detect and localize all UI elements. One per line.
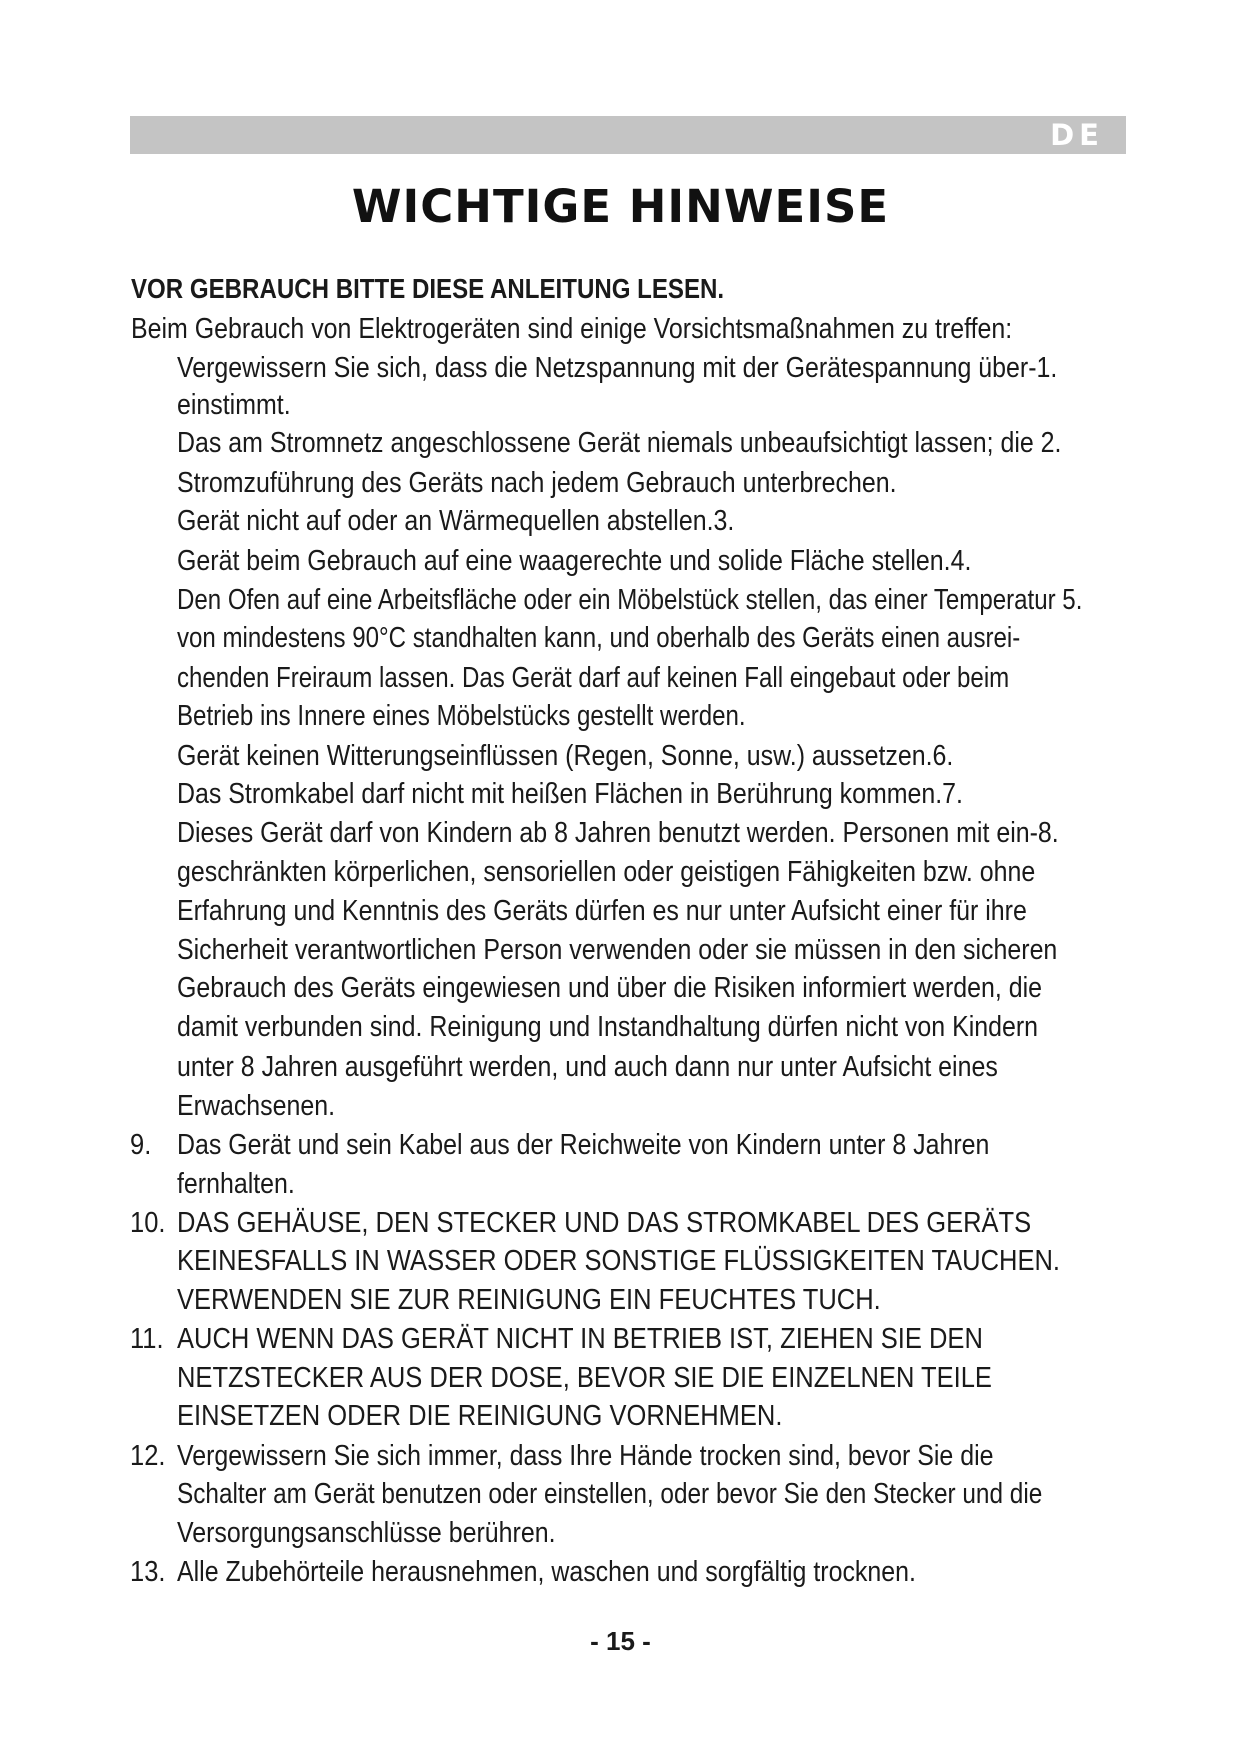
list-item-text: Vergewissern Sie sich, dass die Netzspannung mit der Gerätespannung über-1. [177, 352, 1058, 384]
list-item-text: Gerät keinen Witterungseinflüssen (Regen, Sonne, usw.) aussetzen.6. [177, 740, 954, 772]
language-header-bar [130, 116, 1126, 154]
list-item-text: von mindestens 90°C standhalten kann, und oberhalb des Geräts einen ausrei- [177, 622, 1021, 654]
list-item-number: 11. [130, 1323, 164, 1355]
list-item-number: 12. [130, 1440, 166, 1472]
list-item-text: chenden Freiraum lassen. Das Gerät darf auf keinen Fall eingebaut oder beim [177, 662, 1010, 694]
page-number: - 15 - [590, 1626, 651, 1656]
list-item-number: 10. [130, 1207, 166, 1239]
list-item-text: fernhalten. [177, 1168, 295, 1200]
list-item-text: Schalter am Gerät benutzen oder einstellen, oder bevor Sie den Stecker und die [177, 1478, 1043, 1510]
list-item-text: Dieses Gerät darf von Kindern ab 8 Jahren benutzt werden. Personen mit ein-8. [177, 817, 1059, 849]
language-label: DE [1050, 118, 1104, 152]
list-item-text: unter 8 Jahren ausgeführt werden, und auch dann nur unter Aufsicht eines [177, 1051, 998, 1083]
list-item-text: Das Stromkabel darf nicht mit heißen Flächen in Berührung kommen.7. [177, 778, 963, 810]
list-item-text: Gerät beim Gebrauch auf eine waagerechte und solide Fläche stellen.4. [177, 545, 972, 577]
list-item-text: Betrieb ins Innere eines Möbelstücks gestellt werden. [177, 700, 746, 732]
page-title: WICHTIGE HINWEISE [351, 180, 890, 233]
list-item-text: Das Gerät und sein Kabel aus der Reichweite von Kindern unter 8 Jahren [177, 1129, 990, 1161]
list-item-text: VERWENDEN SIE ZUR REINIGUNG EIN FEUCHTES TUCH. [177, 1284, 881, 1316]
list-item-text: Erwachsenen. [177, 1090, 336, 1122]
list-item-text: DAS GEHÄUSE, DEN STECKER UND DAS STROMKABEL DES GERÄTS [177, 1207, 1032, 1239]
list-item-text: damit verbunden sind. Reinigung und Instandhaltung dürfen nicht von Kindern [177, 1011, 1039, 1043]
list-item-text: Erfahrung und Kenntnis des Geräts dürfen es nur unter Aufsicht einer für ihre [177, 895, 1027, 927]
list-item-text: Alle Zubehörteile herausnehmen, waschen und sorgfältig trocknen. [177, 1556, 916, 1588]
list-item-text: Vergewissern Sie sich immer, dass Ihre Hände trocken sind, bevor Sie die [177, 1440, 994, 1472]
list-item-text: EINSETZEN ODER DIE REINIGUNG VORNEHMEN. [177, 1400, 783, 1432]
list-item-text: Gebrauch des Geräts eingewiesen und über die Risiken informiert werden, die [177, 972, 1043, 1004]
list-item-text: Gerät nicht auf oder an Wärmequellen abstellen.3. [177, 505, 735, 537]
list-item-text: Das am Stromnetz angeschlossene Gerät niemals unbeaufsichtigt lassen; die 2. [177, 427, 1062, 459]
list-item-number: 13. [130, 1556, 166, 1588]
list-item-number: 9. [130, 1129, 152, 1161]
list-item-text: Versorgungsanschlüsse berühren. [177, 1517, 556, 1549]
list-item-text: Stromzuführung des Geräts nach jedem Gebrauch unterbrechen. [177, 467, 897, 499]
list-item-text: KEINESFALLS IN WASSER ODER SONSTIGE FLÜSSIGKEITEN TAUCHEN. [177, 1245, 1060, 1277]
list-item-text: Den Ofen auf eine Arbeitsfläche oder ein Möbelstück stellen, das einer Temperatur 5. [177, 584, 1083, 616]
intro-text: Beim Gebrauch von Elektrogeräten sind einige Vorsichtsmaßnahmen zu treffen: [131, 313, 1013, 345]
section-subheading: VOR GEBRAUCH BITTE DIESE ANLEITUNG LESEN. [131, 273, 725, 304]
list-item-text: einstimmt. [177, 389, 291, 421]
list-item-text: Sicherheit verantwortlichen Person verwenden oder sie müssen in den sicheren [177, 934, 1058, 966]
list-item-text: AUCH WENN DAS GERÄT NICHT IN BETRIEB IST, ZIEHEN SIE DEN [177, 1323, 983, 1355]
list-item-text: NETZSTECKER AUS DER DOSE, BEVOR SIE DIE EINZELNEN TEILE [177, 1362, 992, 1394]
list-item-text: geschränkten körperlichen, sensoriellen oder geistigen Fähigkeiten bzw. ohne [177, 856, 1036, 888]
